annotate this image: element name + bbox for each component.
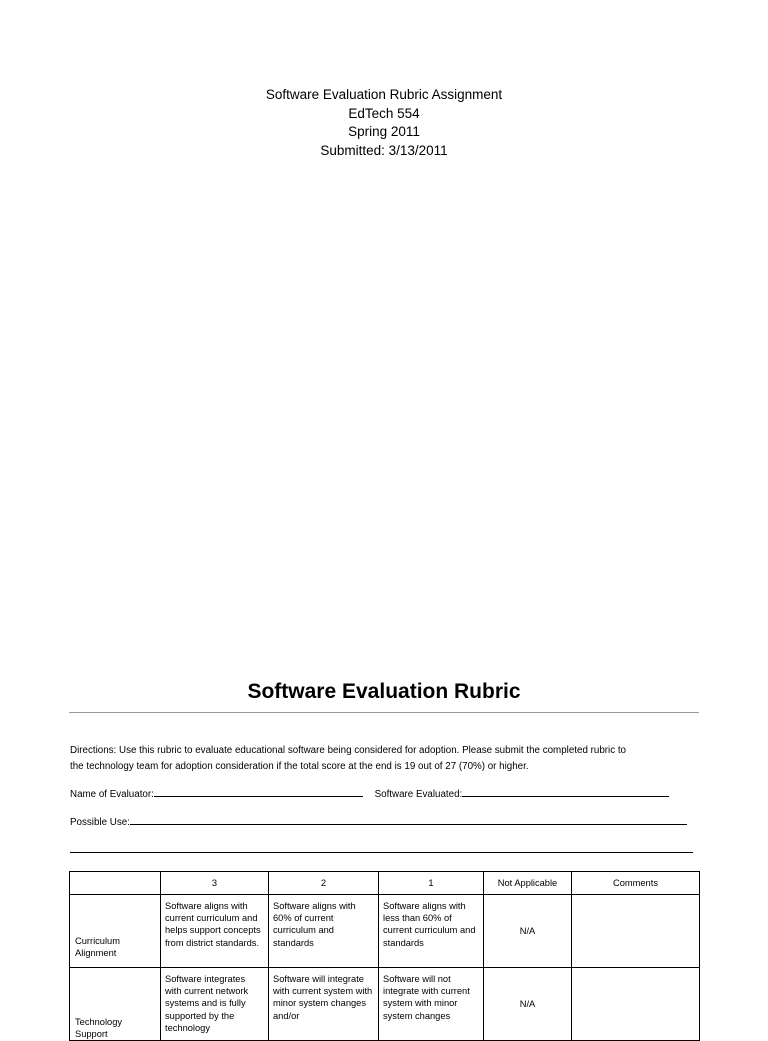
header-comments: Comments: [572, 872, 700, 895]
score-2-cell[interactable]: Software aligns with 60% of current curriculum and standards: [269, 895, 379, 968]
table-row: [70, 895, 700, 968]
software-evaluated-field[interactable]: [375, 787, 670, 800]
table-header-row: [70, 872, 700, 895]
score-1-cell[interactable]: Software aligns with less than 60% of current curriculum and standards: [379, 895, 484, 968]
evaluator-row: [70, 787, 669, 800]
comments-cell[interactable]: [572, 895, 700, 968]
header-score-1: 1: [379, 872, 484, 895]
comments-cell[interactable]: [572, 968, 700, 1041]
directions-line-2: the technology team for adoption consideration if the total score at the end is 19 out of 27 (70%) or higher.: [70, 760, 529, 772]
evaluator-blank-line[interactable]: [154, 787, 363, 797]
cover-course: EdTech 554: [348, 105, 420, 121]
header-criterion: [70, 872, 161, 895]
cover-title: Software Evaluation Rubric Assignment: [265, 87, 503, 102]
rubric-table: [69, 871, 700, 1041]
score-2-cell[interactable]: Software will integrate with current system with minor system changes and/or: [269, 968, 379, 1041]
possible-use-blank-line[interactable]: [130, 815, 687, 825]
possible-use-field[interactable]: [70, 815, 687, 828]
cover-submitted-date: Submitted: 3/13/2011: [320, 142, 448, 158]
header-not-applicable: Not Applicable: [484, 872, 572, 895]
evaluator-label: Name of Evaluator:: [70, 789, 154, 800]
directions-line-1: Directions: Use this rubric to evaluate educational software being considered for adoption. Please submit the completed rubric to: [70, 745, 627, 756]
software-evaluated-blank-line[interactable]: [462, 787, 669, 797]
cover-term: Spring 2011: [348, 124, 420, 139]
possible-use-label: Possible Use:: [70, 817, 130, 828]
not-applicable-cell[interactable]: N/A: [484, 968, 572, 1041]
table-row: [70, 968, 700, 1041]
score-1-cell[interactable]: Software will not integrate with current system with minor system changes: [379, 968, 484, 1041]
cover-block: [0, 86, 768, 160]
header-score-2: 2: [269, 872, 379, 895]
score-3-cell[interactable]: Software aligns with current curriculum and helps support concepts from district standards.: [161, 895, 269, 968]
directions-text: [70, 743, 700, 774]
criterion-cell: Technology Support: [70, 968, 161, 1041]
header-score-3: 3: [161, 872, 269, 895]
title-divider: [69, 712, 699, 713]
criterion-cell: Curriculum Alignment: [70, 895, 161, 968]
possible-use-second-line[interactable]: [70, 852, 693, 853]
software-evaluated-label: Software Evaluated:: [374, 789, 463, 800]
rubric-title: Software Evaluation Rubric: [247, 680, 521, 703]
score-3-cell[interactable]: Software integrates with current network systems and is fully supported by the technology: [161, 968, 269, 1041]
evaluator-field[interactable]: [70, 787, 363, 800]
not-applicable-cell[interactable]: N/A: [484, 895, 572, 968]
possible-use-row: [70, 815, 687, 828]
